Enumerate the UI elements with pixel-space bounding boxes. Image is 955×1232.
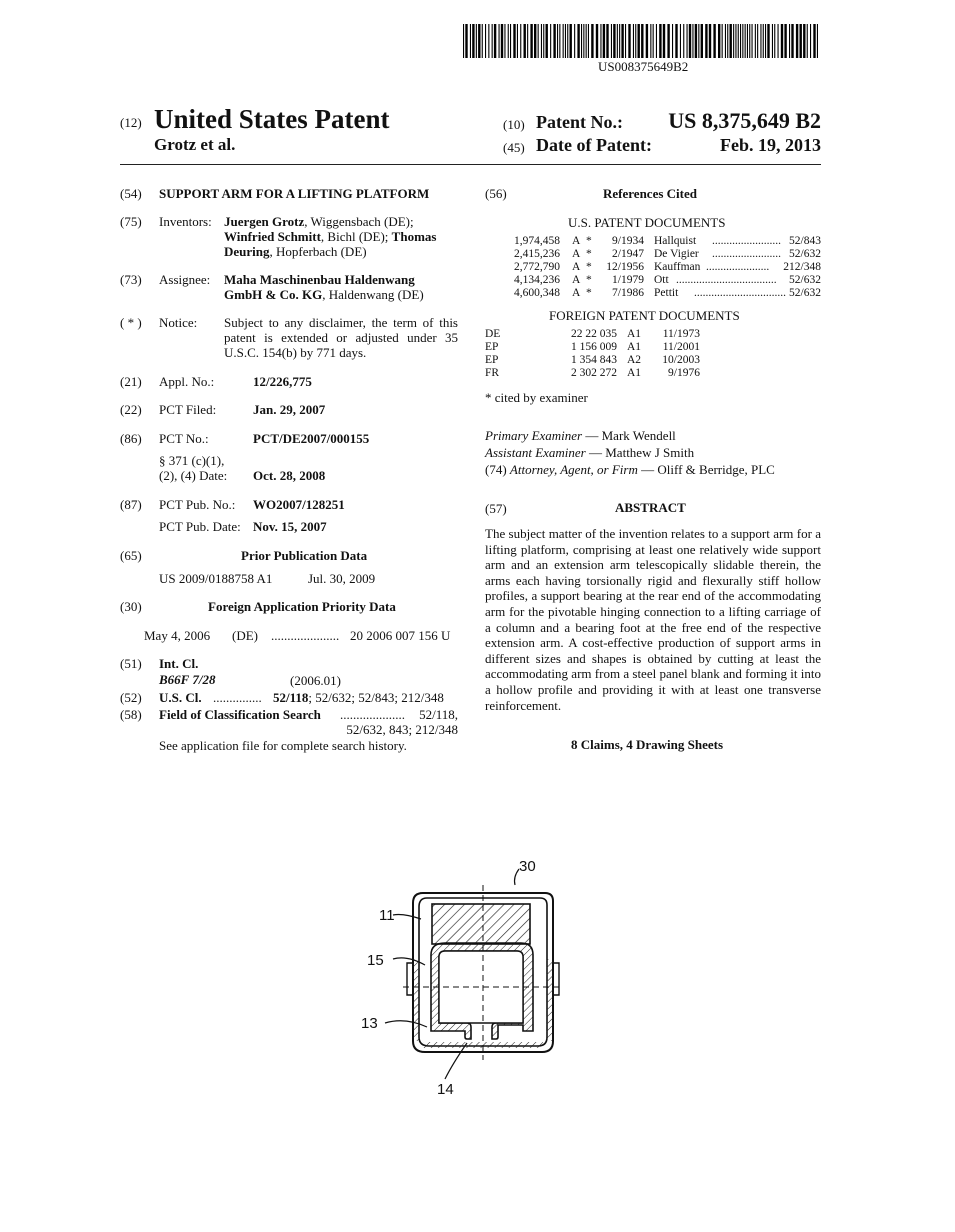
barcode-bar [701,24,703,58]
label-14: 14 [437,1081,454,1098]
leader-15 [393,958,425,965]
pct-no-label: PCT No.: [159,431,209,446]
barcode-bar [692,24,693,58]
barcode [463,24,821,58]
barcode-bar [635,24,636,58]
barcode-bar [765,24,766,58]
us-ref-date: 1/1979 [612,274,644,286]
barcode-bar [663,24,665,58]
us-ref-name: Pettit [654,287,679,299]
appl-label: Appl. No.: [159,374,215,389]
us-ref-date: 12/1956 [606,261,644,273]
uscl-label: U.S. Cl. [159,690,202,705]
barcode-bar [611,24,612,58]
barcode-bar [810,24,811,58]
inventors-line-3: Deuring, Hopferbach (DE) [224,244,367,259]
barcode-bar [698,24,699,58]
us-ref-star: * [586,235,592,247]
intcl-code: (51) [120,656,142,671]
barcode-bar [527,24,528,58]
barcode-bar [745,24,746,58]
barcode-bar [667,24,669,58]
barcode-bar [465,24,467,58]
assignee-line-1: Maha Maschinenbau Haldenwang [224,272,415,287]
barcode-bar [683,24,684,58]
barcode-bar [638,24,640,58]
us-ref-name: Ott [654,274,669,286]
us-ref-num: 1,974,458 [514,235,560,247]
field-dots: .................... [340,707,405,722]
barcode-bar [784,24,786,58]
code-12: (12) [120,115,142,130]
uscl-dots: ............... [213,690,262,705]
foreign-ref-num: 1 354 843 [571,354,617,366]
pct-filed-date: Jan. 29, 2007 [253,402,326,417]
us-ref-dots: ...................... [706,261,770,273]
barcode-bar [817,24,818,58]
barcode-bar [534,24,536,58]
barcode-bar [570,24,572,58]
notice-line-3: U.S.C. 154(b) by 771 days. [224,345,367,360]
header-rule [120,164,821,165]
us-ref-date: 2/1947 [612,248,644,260]
barcode-bar [546,24,548,58]
us-ref-star: * [586,248,592,260]
us-ref-kind: A [572,261,581,273]
field-line-1: 52/118, [419,707,458,722]
barcode-bar [504,24,505,58]
patent-no-label: Patent No.: [536,112,623,132]
patent-title: SUPPORT ARM FOR A LIFTING PLATFORM [159,186,430,201]
foreign-ref-country: DE [485,328,501,340]
barcode-bar [672,24,673,58]
code-45: (45) [503,140,525,155]
barcode-bar [520,24,521,58]
barcode-bar [538,24,539,58]
label-13: 13 [361,1015,378,1032]
barcode-bar [680,24,681,58]
us-ref-date: 9/1934 [612,235,644,247]
us-ref-cls: 52/632 [789,248,821,260]
barcode-bar [596,24,598,58]
refs-code: (56) [485,186,507,201]
barcode-bar [656,24,657,58]
us-ref-kind: A [572,274,581,286]
attorney: (74) Attorney, Agent, or Firm — Oliff & Berridge, PLC [485,462,775,477]
barcode-bar [747,24,748,58]
foreign-ref-country: EP [485,354,499,366]
prior-date: Jul. 30, 2009 [308,571,376,586]
barcode-bar [541,24,542,58]
label-30: 30 [519,858,536,875]
left-wall-hatch [414,959,420,1041]
foreign-ref-date: 11/2001 [662,341,700,353]
us-ref-cls: 212/348 [783,261,821,273]
barcode-bar [755,24,756,58]
inventors-code: (75) [120,214,142,229]
pct-filed-code: (22) [120,402,142,417]
barcode-bar [603,24,605,58]
us-ref-star: * [586,287,592,299]
foreign-dots: ..................... [271,628,340,643]
pub-code: (87) [120,497,142,512]
barcode-bar [621,24,623,58]
foreign-refs-heading: FOREIGN PATENT DOCUMENTS [549,308,740,323]
barcode-bar [738,24,739,58]
leader-13 [385,1021,427,1027]
label-15: 15 [367,952,384,969]
cross-section-drawing [355,855,585,1100]
barcode-bar [789,24,790,58]
us-ref-cls: 52/632 [789,287,821,299]
us-ref-num: 4,134,236 [514,274,560,286]
barcode-bar [513,24,515,58]
label-11: 11 [379,907,395,924]
barcode-bar [557,24,558,58]
barcode-bar [591,24,593,58]
s371-date: Oct. 28, 2008 [253,468,326,483]
inventors-line-1: Juergen Grotz, Wiggensbach (DE); [224,214,414,229]
barcode-bar [757,24,758,58]
us-ref-star: * [586,261,592,273]
date-label: Date of Patent: [536,135,652,155]
pub-label: PCT Pub. No.: [159,497,236,512]
us-refs-heading: U.S. PATENT DOCUMENTS [568,215,726,230]
barcode-bar [577,24,579,58]
us-ref-name: De Vigier [654,248,699,260]
us-ref-name: Kauffman [654,261,701,273]
barcode-bar [813,24,815,58]
barcode-bar [733,24,734,58]
us-ref-date: 7/1986 [612,287,644,299]
barcode-bar [606,24,608,58]
barcode-bar [718,24,720,58]
refs-heading: References Cited [603,186,697,201]
appl-number: 12/226,775 [253,374,312,389]
barcode-bar [485,24,486,58]
us-ref-name: Hallquist [654,235,697,247]
barcode-bar [588,24,589,58]
barcode-bar [476,24,477,58]
foreign-ref-num: 22 22 035 [571,328,617,340]
barcode-bar [550,24,551,58]
s371-line-2: (2), (4) Date: [159,468,228,483]
assignee-line-2: GmbH & Co. KG, Haldenwang (DE) [224,287,424,302]
barcode-bar [709,24,711,58]
barcode-bar [705,24,707,58]
foreign-ref-kind: A1 [627,328,642,340]
notice-line-2: patent is extended or adjusted under 35 [224,330,458,345]
intcl-year: (2006.01) [290,673,341,688]
reinforcement-block [432,904,530,944]
us-ref-num: 2,415,236 [514,248,560,260]
us-ref-cls: 52/843 [789,235,821,247]
barcode-bar [563,24,564,58]
barcode-bar [472,24,474,58]
us-ref-dots: ........................ [712,248,781,260]
foreign-heading: Foreign Application Priority Data [208,599,396,614]
pct-filed-label: PCT Filed: [159,402,217,417]
foreign-ref-date: 10/2003 [662,354,700,366]
field-line-2: 52/632, 843; 212/348 [346,722,458,737]
pub-date-label: PCT Pub. Date: [159,519,241,534]
us-ref-kind: A [572,248,581,260]
barcode-bar [565,24,566,58]
prior-code: (65) [120,548,142,563]
us-ref-star: * [586,274,592,286]
foreign-country: (DE) [232,628,258,643]
prior-number: US 2009/0188758 A1 [159,571,273,586]
barcode-bar [625,24,626,58]
leader-14 [445,1043,467,1079]
foreign-ref-num: 2 302 272 [571,367,617,379]
intcl-label: Int. Cl. [159,656,199,671]
barcode-bar [613,24,615,58]
barcode-bar [740,24,741,58]
pct-no-code: (86) [120,431,142,446]
barcode-bar [499,24,500,58]
abstract-heading: ABSTRACT [615,500,686,515]
barcode-bar [742,24,743,58]
us-ref-dots: ................................... [676,274,777,286]
assignee-code: (73) [120,272,142,287]
intcl-class: B66F 7/28 [159,672,216,687]
foreign-ref-date: 11/1973 [662,328,700,340]
appl-code: (21) [120,374,142,389]
barcode-bar [478,24,480,58]
barcode-bar [494,24,496,58]
s371-line-1: § 371 (c)(1), [159,453,225,468]
barcode-bar [641,24,643,58]
primary-examiner: Primary Examiner — Mark Wendell [485,428,676,443]
abstract-text: The subject matter of the invention relates to a support arm for a lifting platform, comprising at least one relatively wide support arm and an extension arm telescopically slidable therein, the arms each having torsionally rigid and flexurally stiff hollow profiles, a support bearing at the rear end of the accommodating arm for the pivotable hinging connection to a lifting carriage of a column and a bearing foot at the free end of the respective extension arm. A cost-effective production of support arms in different sizes and shapes is obtained by cutting at least the accommodating arm from a steel panel blank and forming it into a hollow profile and providing it with at least one transverse reinforcement. [485,526,821,713]
barcode-bar [659,24,661,58]
barcode-bar [559,24,560,58]
uscl-values: 52/118; 52/632; 52/843; 212/348 [273,690,444,705]
field-label: Field of Classification Search [159,707,321,722]
foreign-number: 20 2006 007 156 U [350,628,451,643]
us-ref-num: 4,600,348 [514,287,560,299]
foreign-ref-kind: A2 [627,354,642,366]
cited-note: * cited by examiner [485,390,588,405]
barcode-bar [695,24,697,58]
barcode-bar [735,24,736,58]
barcode-bar [781,24,783,58]
assistant-examiner: Assistant Examiner — Matthew J Smith [485,445,695,460]
barcode-bar [752,24,753,58]
foreign-date: May 4, 2006 [144,628,211,643]
uscl-code: (52) [120,690,142,705]
barcode-bar [619,24,620,58]
barcode-bar [524,24,526,58]
us-ref-num: 2,772,790 [514,261,560,273]
barcode-bar [772,24,773,58]
abstract-code: (57) [485,501,507,516]
barcode-bar [470,24,471,58]
barcode-bar [517,24,518,58]
right-wall-hatch [547,959,553,1041]
barcode-bar [463,24,464,58]
assignee-label: Assignee: [159,272,211,287]
foreign-ref-kind: A1 [627,341,642,353]
us-ref-cls: 52/632 [789,274,821,286]
barcode-bar [687,24,688,58]
barcode-bar [763,24,764,58]
barcode-bar [646,24,648,58]
foreign-ref-country: EP [485,341,499,353]
notice-label: Notice: [159,315,198,330]
barcode-bar [543,24,544,58]
barcode-bar [650,24,651,58]
claims-count: 8 Claims, 4 Drawing Sheets [571,737,724,752]
barcode-bar [725,24,726,58]
title-code: (54) [120,186,142,201]
barcode-bar [583,24,584,58]
barcode-bar [574,24,575,58]
us-ref-dots: ................................ [694,287,786,299]
prior-heading: Prior Publication Data [241,548,368,563]
foreign-ref-date: 9/1976 [668,367,700,379]
barcode-bar [791,24,793,58]
barcode-bar [807,24,808,58]
us-ref-kind: A [572,235,581,247]
barcode-bar [530,24,532,58]
pub-date: Nov. 15, 2007 [253,519,327,534]
barcode-bar [633,24,634,58]
notice-code: ( * ) [120,315,142,330]
barcode-bar [803,24,805,58]
notice-line-1: Subject to any disclaimer, the term of this [224,315,458,330]
barcode-bar [617,24,618,58]
barcode-bar [488,24,489,58]
barcode-bar [800,24,802,58]
barcode-bar [713,24,715,58]
barcode-bar [722,24,723,58]
barcode-number: US008375649B2 [598,59,689,74]
barcode-bar [600,24,601,58]
patent-date: Feb. 19, 2013 [720,135,821,155]
barcode-bar [581,24,582,58]
barcode-bar [689,24,691,58]
barcode-bar [586,24,587,58]
barcode-bar [730,24,732,58]
barcode-bar [675,24,677,58]
barcode-bar [778,24,779,58]
leader-11 [393,915,421,920]
barcode-bar [796,24,798,58]
barcode-bar [567,24,568,58]
barcode-bar [553,24,555,58]
foreign-code: (30) [120,599,142,614]
foreign-ref-num: 1 156 009 [571,341,617,353]
barcode-bar [749,24,750,58]
foreign-ref-kind: A1 [627,367,642,379]
inventors-label: Inventors: [159,214,212,229]
barcode-bar [774,24,775,58]
us-ref-kind: A [572,287,581,299]
barcode-bar [510,24,511,58]
code-10: (10) [503,117,525,132]
field-code: (58) [120,707,142,722]
foreign-ref-country: FR [485,367,500,379]
patent-kind: United States Patent [154,104,390,134]
field-note: See application file for complete search history. [159,738,407,753]
us-ref-dots: ........................ [712,235,781,247]
barcode-bar [628,24,630,58]
barcode-bar [727,24,728,58]
inventor-short: Grotz et al. [154,135,236,154]
barcode-bar [653,24,654,58]
inventors-line-2: Winfried Schmitt, Bichl (DE); Thomas [224,229,437,244]
barcode-bar [508,24,509,58]
pub-number: WO2007/128251 [253,497,345,512]
patent-number: US 8,375,649 B2 [668,108,821,133]
barcode-bar [482,24,483,58]
barcode-bar [767,24,769,58]
barcode-bar [760,24,761,58]
pct-number: PCT/DE2007/000155 [253,431,370,446]
barcode-bar [501,24,503,58]
extension-arm-interior [439,951,523,1023]
barcode-bar [492,24,493,58]
